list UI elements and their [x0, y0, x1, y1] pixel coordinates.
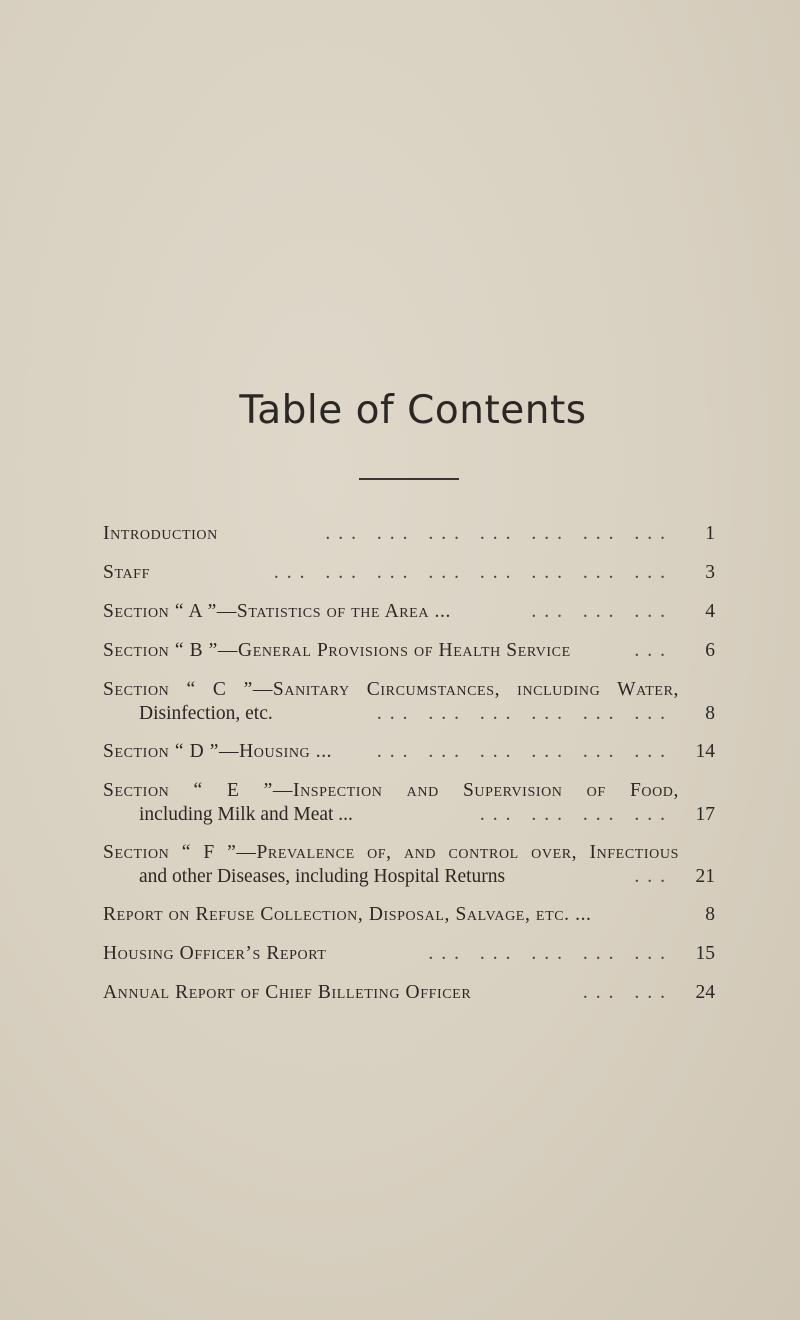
- toc-page-number: 17: [695, 804, 715, 825]
- toc-entry-section-d: [103, 740, 715, 764]
- toc-entry-label: Annual Report of Chief Billeting Officer: [103, 982, 472, 1003]
- toc-leader: ... ... ... ...: [479, 804, 673, 825]
- toc-page-number: 15: [695, 943, 715, 964]
- toc-leader: ... ... ... ... ... ...: [376, 703, 673, 724]
- toc-entry-label-line1: Section “ F ”—Prevalence of, and control over, Infectious: [103, 842, 679, 863]
- toc-leader: ... ... ... ... ... ... ... ...: [273, 562, 673, 583]
- toc-leader: ... ... ... ... ... ...: [376, 741, 673, 762]
- toc-entry-label: Section “ B ”—General Provisions of Health Service: [103, 640, 571, 661]
- toc-entry-label-line2: Disinfection, etc.: [139, 703, 273, 724]
- toc-entry-label: Section “ A ”—Statistics of the Area ...: [103, 601, 451, 622]
- toc-entry-label: Staff: [103, 562, 150, 583]
- toc-leader: ... ...: [582, 982, 673, 1003]
- toc-leader: ... ... ... ... ...: [428, 943, 673, 964]
- toc-entry-section-c: [103, 678, 715, 726]
- toc-entry-label-line2: including Milk and Meat ...: [139, 804, 353, 825]
- toc-page-number: 24: [695, 982, 715, 1003]
- toc-entry-label: Introduction: [103, 523, 218, 544]
- page-title: Table of Contents: [239, 388, 587, 433]
- toc-page-number: 14: [695, 741, 715, 762]
- toc-entry-introduction: [103, 522, 715, 546]
- toc-page-number: 8: [705, 703, 715, 724]
- toc-leader: ... ... ... ... ... ... ...: [325, 523, 673, 544]
- toc-page-number: 3: [705, 562, 715, 583]
- toc-leader: ... ... ...: [531, 601, 673, 622]
- table-of-contents: [103, 522, 715, 1020]
- toc-page-number: 8: [705, 904, 715, 925]
- toc-entry-label: Housing Officer’s Report: [103, 943, 327, 964]
- toc-entry-refuse-report: [103, 903, 715, 927]
- toc-page-number: 4: [705, 601, 715, 622]
- toc-entry-staff: [103, 561, 715, 585]
- toc-entry-label-line1: Section “ C ”—Sanitary Circumstances, including Water,: [103, 679, 679, 700]
- toc-entry-section-f: [103, 841, 715, 889]
- toc-entry-billeting-officer: [103, 981, 715, 1005]
- toc-entry-label-line1: Section “ E ”—Inspection and Supervision of Food,: [103, 780, 679, 801]
- toc-entry-label-line2: and other Diseases, including Hospital Returns: [139, 866, 506, 887]
- toc-entry-section-b: [103, 639, 715, 663]
- toc-leader: ...: [634, 866, 673, 887]
- toc-page-number: 21: [695, 866, 715, 887]
- toc-leader: ...: [634, 640, 673, 661]
- toc-entry-housing-officer: [103, 942, 715, 966]
- toc-entry-section-e: [103, 779, 715, 827]
- toc-entry-label: Report on Refuse Collection, Disposal, Salvage, etc. ...: [103, 904, 592, 925]
- toc-entry-label: Section “ D ”—Housing ...: [103, 741, 333, 762]
- toc-page-number: 6: [705, 640, 715, 661]
- title-rule: [359, 478, 459, 480]
- toc-entry-section-a: [103, 600, 715, 624]
- toc-page-number: 1: [705, 523, 715, 544]
